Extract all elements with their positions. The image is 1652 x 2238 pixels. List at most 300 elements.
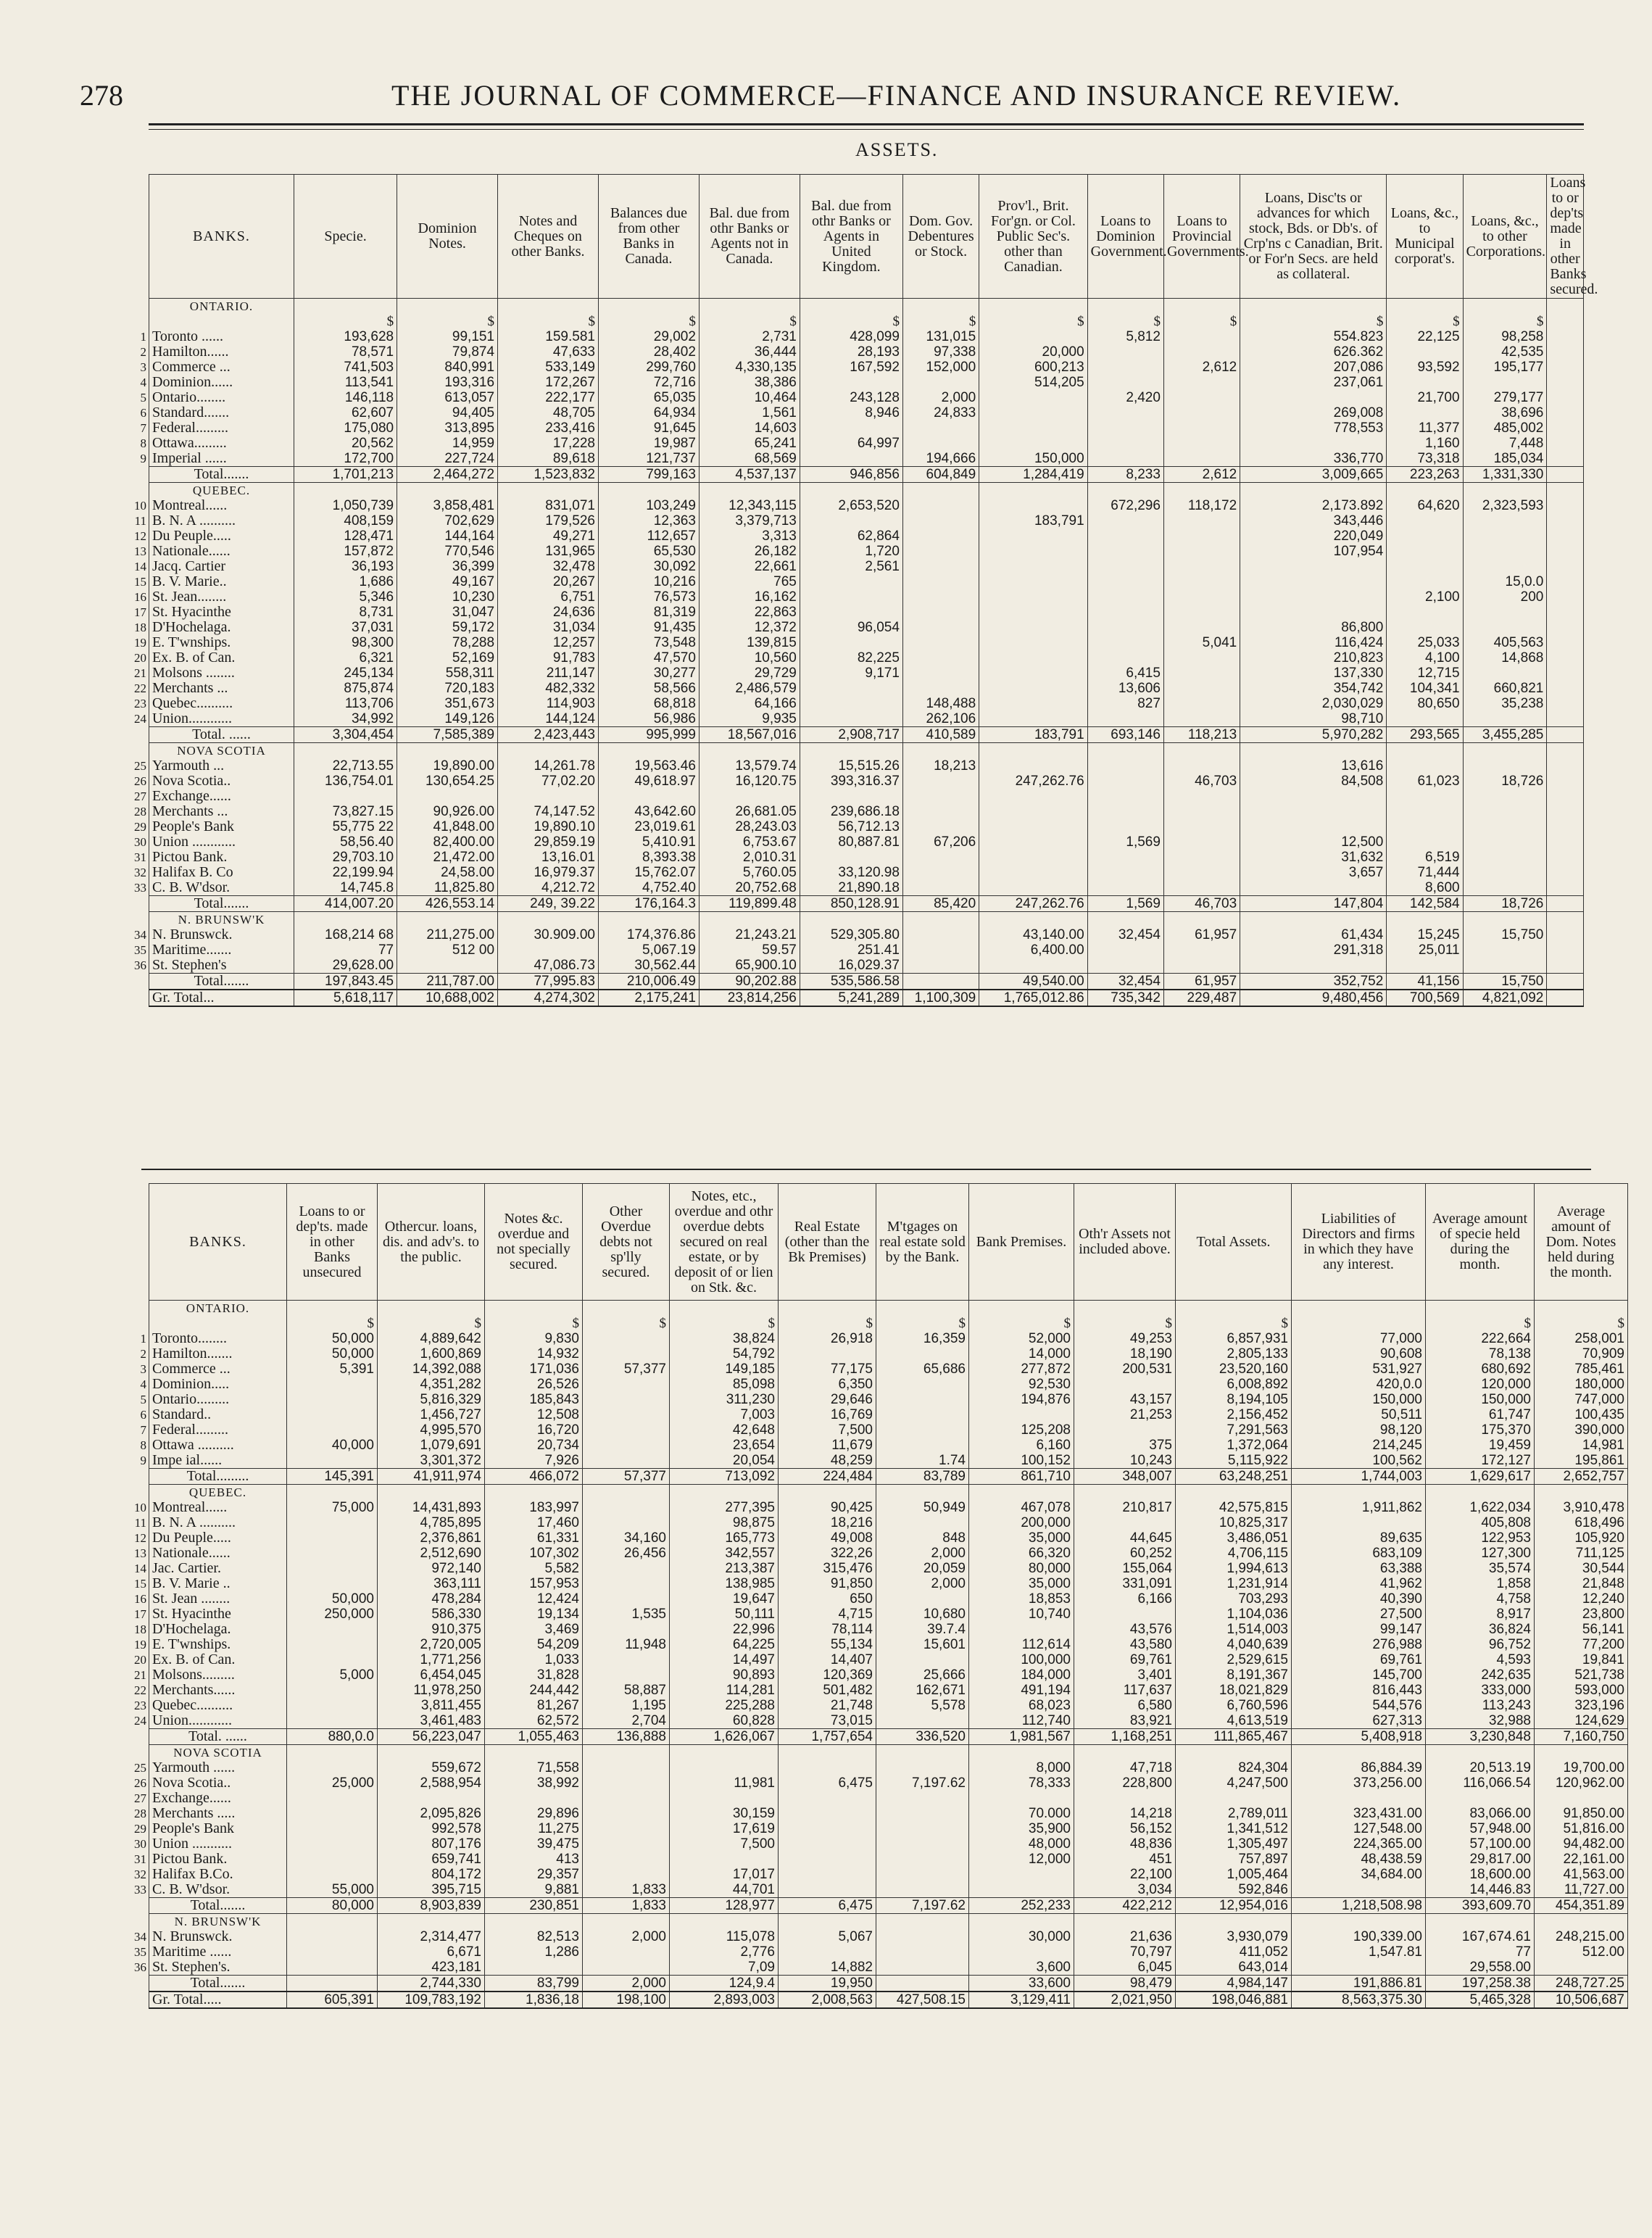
value-cell: 19,647 bbox=[670, 1591, 779, 1607]
value-cell bbox=[1087, 375, 1163, 390]
value-cell: 804,172 bbox=[378, 1867, 485, 1882]
value-cell bbox=[287, 1944, 378, 1960]
value-cell bbox=[287, 1407, 378, 1422]
value-cell: 73,318 bbox=[1387, 451, 1463, 467]
value-cell bbox=[1463, 819, 1547, 834]
value-cell: 7,09 bbox=[670, 1960, 779, 1976]
value-cell bbox=[287, 1976, 378, 1992]
value-cell: 56,986 bbox=[598, 711, 699, 727]
value-cell: 147,804 bbox=[1240, 896, 1387, 912]
value-cell bbox=[902, 666, 979, 681]
value-cell: 40,390 bbox=[1292, 1591, 1426, 1607]
row-number: 34 bbox=[134, 928, 146, 942]
column-header: BANKS. bbox=[149, 1184, 287, 1301]
page-header: THE JOURNAL OF COMMERCE—FINANCE AND INSURANCE REVIEW. bbox=[391, 79, 1402, 112]
row-number: 26 bbox=[134, 774, 146, 788]
row-number: 24 bbox=[134, 712, 146, 726]
value-cell bbox=[800, 513, 902, 529]
value-cell bbox=[1087, 299, 1163, 315]
value-cell: 4,715 bbox=[779, 1607, 876, 1622]
table-row bbox=[149, 314, 1584, 329]
value-cell: 683,109 bbox=[1292, 1546, 1426, 1561]
row-number: 14 bbox=[134, 560, 146, 573]
value-cell: 4,040,639 bbox=[1176, 1637, 1292, 1652]
bank-name-label: Imperial ...... bbox=[152, 450, 227, 466]
value-cell: 38,824 bbox=[670, 1331, 779, 1346]
value-cell: 4,593 bbox=[1426, 1652, 1535, 1667]
bank-name-label: Montreal...... bbox=[152, 497, 228, 513]
row-number: 30 bbox=[134, 835, 146, 849]
table-row bbox=[149, 758, 1584, 774]
value-cell: 35,238 bbox=[1463, 696, 1547, 711]
table-row bbox=[149, 620, 1584, 635]
value-cell: 7,926 bbox=[485, 1453, 583, 1469]
value-cell: 98,479 bbox=[1074, 1976, 1176, 1992]
value-cell: 4,330,135 bbox=[699, 360, 800, 375]
value-cell: 36,824 bbox=[1426, 1622, 1535, 1637]
value-cell: 31,034 bbox=[498, 620, 599, 635]
value-cell bbox=[1387, 529, 1463, 544]
table-row bbox=[149, 1377, 1628, 1392]
value-cell: 15,245 bbox=[1387, 927, 1463, 942]
value-cell: 20,267 bbox=[498, 574, 599, 589]
value-cell bbox=[583, 1346, 670, 1362]
value-cell bbox=[583, 1453, 670, 1469]
value-cell bbox=[1292, 1882, 1426, 1898]
value-cell: 81,267 bbox=[485, 1698, 583, 1713]
value-cell: 14,407 bbox=[779, 1652, 876, 1667]
bank-name-label: Ottawa .......... bbox=[152, 1437, 234, 1453]
value-cell: 224,484 bbox=[779, 1469, 876, 1485]
value-cell bbox=[1463, 789, 1547, 804]
value-cell: 544,576 bbox=[1292, 1698, 1426, 1713]
value-cell bbox=[1463, 958, 1547, 974]
bank-name bbox=[140, 1406, 287, 1422]
bank-name-label: E. T'wnships. bbox=[152, 634, 231, 650]
value-cell: 533,149 bbox=[498, 360, 599, 375]
value-cell: 251.41 bbox=[800, 942, 902, 958]
value-cell: 17,619 bbox=[670, 1821, 779, 1836]
value-cell: 454,351.89 bbox=[1535, 1898, 1628, 1914]
bank-name bbox=[134, 1545, 287, 1561]
table-row bbox=[149, 329, 1584, 344]
value-cell bbox=[902, 574, 979, 589]
value-cell: 165,773 bbox=[670, 1530, 779, 1546]
value-cell bbox=[800, 574, 902, 589]
value-cell bbox=[1547, 711, 1584, 727]
value-cell bbox=[1163, 696, 1240, 711]
value-cell: 1,079,691 bbox=[378, 1438, 485, 1453]
column-header: Real Estate (other than the Bk Premises) bbox=[779, 1184, 876, 1301]
value-cell: 96,054 bbox=[800, 620, 902, 635]
value-cell bbox=[1087, 804, 1163, 819]
value-cell bbox=[800, 375, 902, 390]
value-cell: 200,000 bbox=[969, 1515, 1074, 1530]
value-cell: 2,893,003 bbox=[670, 1992, 779, 2008]
bank-name bbox=[134, 573, 294, 589]
value-cell bbox=[902, 880, 979, 896]
value-cell: 6,454,045 bbox=[378, 1667, 485, 1683]
row-number: 30 bbox=[134, 1837, 146, 1851]
value-cell: 16,979.37 bbox=[498, 865, 599, 880]
value-cell: 50,000 bbox=[287, 1591, 378, 1607]
value-cell: 89,618 bbox=[498, 451, 599, 467]
value-cell: 98,120 bbox=[1292, 1422, 1426, 1438]
value-cell bbox=[670, 1745, 779, 1761]
bank-name-label: Union ............ bbox=[152, 834, 236, 850]
value-cell bbox=[1535, 1745, 1628, 1761]
value-cell: 54,209 bbox=[485, 1637, 583, 1652]
value-cell: 82,400.00 bbox=[397, 834, 498, 850]
value-cell: 6,321 bbox=[294, 650, 397, 666]
value-cell: 92,530 bbox=[969, 1377, 1074, 1392]
bank-name bbox=[134, 604, 294, 620]
value-cell bbox=[876, 1422, 969, 1438]
value-cell: 24,636 bbox=[498, 605, 599, 620]
column-header: Loans, Disc'ts or advances for which stock, Bds. or Db's. of Crp'ns c Canadian, Brit. or For'n Secs. are held as collateral. bbox=[1240, 175, 1387, 299]
value-cell bbox=[287, 1392, 378, 1407]
value-cell: 6,160 bbox=[969, 1438, 1074, 1453]
value-cell: 30,562.44 bbox=[598, 958, 699, 974]
value-cell: 179,526 bbox=[498, 513, 599, 529]
value-cell bbox=[902, 804, 979, 819]
value-cell: 5,812 bbox=[1087, 329, 1163, 344]
value-cell bbox=[498, 299, 599, 315]
value-cell bbox=[876, 1806, 969, 1821]
value-cell: $ bbox=[397, 314, 498, 329]
value-cell bbox=[1387, 513, 1463, 529]
value-cell: 1,626,067 bbox=[670, 1729, 779, 1745]
value-cell bbox=[1087, 559, 1163, 574]
value-cell bbox=[876, 1301, 969, 1317]
value-cell bbox=[800, 850, 902, 865]
value-cell: 5,816,329 bbox=[378, 1392, 485, 1407]
value-cell bbox=[699, 483, 800, 499]
bank-name-label: Molsons......... bbox=[152, 1667, 235, 1683]
value-cell bbox=[1087, 405, 1163, 420]
value-cell: 1,622,034 bbox=[1426, 1500, 1535, 1515]
value-cell: 34,684.00 bbox=[1292, 1867, 1426, 1882]
value-cell: 26,526 bbox=[485, 1377, 583, 1392]
value-cell bbox=[287, 1652, 378, 1667]
value-cell: 78,288 bbox=[397, 635, 498, 650]
bank-name bbox=[149, 1469, 287, 1485]
bank-name-label: Ex. B. of Can. bbox=[152, 1651, 236, 1667]
row-number: 11 bbox=[134, 514, 146, 528]
value-cell: 39.7.4 bbox=[876, 1622, 969, 1637]
value-cell: 34,160 bbox=[583, 1530, 670, 1546]
bank-name bbox=[149, 1316, 287, 1331]
value-cell: 20,000 bbox=[979, 344, 1087, 360]
value-cell: 18,567,016 bbox=[699, 727, 800, 743]
row-number: 9 bbox=[140, 1454, 146, 1467]
value-cell: 2,000 bbox=[902, 390, 979, 405]
value-cell: 28,193 bbox=[800, 344, 902, 360]
bank-name bbox=[134, 1820, 287, 1836]
value-cell: 26,681.05 bbox=[699, 804, 800, 819]
value-cell bbox=[1547, 620, 1584, 635]
row-number: 13 bbox=[134, 1546, 146, 1560]
bank-name-label: Total......... bbox=[186, 1468, 249, 1484]
row-number: 18 bbox=[134, 621, 146, 634]
value-cell: 6,857,931 bbox=[1176, 1331, 1292, 1346]
table-row bbox=[149, 958, 1584, 974]
value-cell bbox=[979, 544, 1087, 559]
bank-name bbox=[134, 758, 294, 774]
value-cell bbox=[902, 743, 979, 759]
value-cell bbox=[800, 696, 902, 711]
value-cell: 19,700.00 bbox=[1535, 1760, 1628, 1775]
value-cell: 1,833 bbox=[583, 1882, 670, 1898]
value-cell bbox=[902, 865, 979, 880]
value-cell bbox=[979, 390, 1087, 405]
value-cell: 144,124 bbox=[498, 711, 599, 727]
value-cell: 47,718 bbox=[1074, 1760, 1176, 1775]
value-cell bbox=[287, 1422, 378, 1438]
province-row bbox=[149, 299, 1584, 315]
value-cell bbox=[287, 1515, 378, 1530]
row-number: 34 bbox=[134, 1930, 146, 1944]
bank-name bbox=[149, 483, 294, 499]
value-cell bbox=[876, 1515, 969, 1530]
value-cell bbox=[1387, 789, 1463, 804]
value-cell: 69,761 bbox=[1292, 1652, 1426, 1667]
value-cell: 244,442 bbox=[485, 1683, 583, 1698]
value-cell: 2,000 bbox=[583, 1929, 670, 1944]
bank-name bbox=[140, 1452, 287, 1469]
bank-name-label: St. Stephen's. bbox=[152, 1959, 231, 1975]
value-cell: 183,997 bbox=[485, 1500, 583, 1515]
value-cell: 146,118 bbox=[294, 390, 397, 405]
assets-table-2 bbox=[134, 1183, 1628, 2009]
value-cell: 175,370 bbox=[1426, 1422, 1535, 1438]
value-cell: 91,850 bbox=[779, 1576, 876, 1591]
value-cell: 559,672 bbox=[378, 1760, 485, 1775]
value-cell: 41,563.00 bbox=[1535, 1867, 1628, 1882]
bank-name bbox=[149, 743, 294, 759]
value-cell: 49,253 bbox=[1074, 1331, 1176, 1346]
value-cell: 114,281 bbox=[670, 1683, 779, 1698]
total-row bbox=[149, 1898, 1628, 1914]
value-cell: 880,0.0 bbox=[287, 1729, 378, 1745]
value-cell bbox=[1463, 544, 1547, 559]
value-cell bbox=[1547, 865, 1584, 880]
value-cell: 120,962.00 bbox=[1535, 1775, 1628, 1791]
value-cell: 2,789,011 bbox=[1176, 1806, 1292, 1821]
row-number: 1 bbox=[140, 330, 146, 344]
value-cell: 3,313 bbox=[699, 529, 800, 544]
bank-name-label: Total. ...... bbox=[188, 1728, 247, 1744]
value-cell: 211,275.00 bbox=[397, 927, 498, 942]
bank-name-label: Total....... bbox=[190, 1975, 246, 1991]
value-cell: 2,529,615 bbox=[1176, 1652, 1292, 1667]
value-cell bbox=[1074, 1422, 1176, 1438]
value-cell: 2,464,272 bbox=[397, 467, 498, 483]
value-cell bbox=[902, 958, 979, 974]
value-cell bbox=[1240, 589, 1387, 605]
value-cell bbox=[1547, 405, 1584, 420]
value-cell: 5,970,282 bbox=[1240, 727, 1387, 743]
value-cell bbox=[979, 711, 1087, 727]
value-cell bbox=[902, 605, 979, 620]
bank-name-label: Nova Scotia.. bbox=[152, 773, 231, 789]
value-cell bbox=[583, 1591, 670, 1607]
value-cell: 118,213 bbox=[1163, 727, 1240, 743]
bank-name-label: QUEBEC. bbox=[188, 1485, 247, 1499]
value-cell: 3,461,483 bbox=[378, 1713, 485, 1729]
value-cell bbox=[902, 375, 979, 390]
bank-name-label: Nova Scotia.. bbox=[152, 1775, 231, 1791]
value-cell: 15,515.26 bbox=[800, 758, 902, 774]
table-row bbox=[149, 942, 1584, 958]
value-cell bbox=[1176, 1914, 1292, 1930]
value-cell: 157,872 bbox=[294, 544, 397, 559]
value-cell: 103,249 bbox=[598, 498, 699, 513]
value-cell bbox=[287, 1485, 378, 1501]
value-cell: 3,401 bbox=[1074, 1667, 1176, 1683]
value-cell bbox=[979, 666, 1087, 681]
bank-name-label: Federal......... bbox=[152, 1422, 228, 1438]
value-cell: 20,752.68 bbox=[699, 880, 800, 896]
value-cell bbox=[902, 483, 979, 499]
value-cell: 194,876 bbox=[969, 1392, 1074, 1407]
bank-name bbox=[134, 543, 294, 559]
value-cell: 600,213 bbox=[979, 360, 1087, 375]
value-cell: 139,815 bbox=[699, 635, 800, 650]
value-cell bbox=[969, 1867, 1074, 1882]
value-cell: 29,558.00 bbox=[1426, 1960, 1535, 1976]
value-cell bbox=[287, 1867, 378, 1882]
bank-name bbox=[140, 420, 294, 436]
value-cell bbox=[287, 1806, 378, 1821]
value-cell bbox=[779, 1485, 876, 1501]
value-cell bbox=[876, 1852, 969, 1867]
value-cell: 29,002 bbox=[598, 329, 699, 344]
value-cell bbox=[902, 589, 979, 605]
value-cell: 15,0.0 bbox=[1463, 574, 1547, 589]
value-cell bbox=[583, 1407, 670, 1422]
value-cell: 29,357 bbox=[485, 1867, 583, 1882]
value-cell: 57,377 bbox=[583, 1469, 670, 1485]
value-cell: 2,423,443 bbox=[498, 727, 599, 743]
bank-name-label: Nationale...... bbox=[152, 1545, 231, 1561]
value-cell: 3,600 bbox=[969, 1960, 1074, 1976]
value-cell bbox=[1163, 758, 1240, 774]
value-cell bbox=[779, 1346, 876, 1362]
value-cell bbox=[287, 1791, 378, 1806]
bank-name-label: N. Brunswck. bbox=[152, 927, 233, 942]
value-cell bbox=[498, 743, 599, 759]
value-cell: 16,720 bbox=[485, 1422, 583, 1438]
value-cell bbox=[1176, 1301, 1292, 1317]
value-cell: 116,066.54 bbox=[1426, 1775, 1535, 1791]
value-cell bbox=[1240, 958, 1387, 974]
bank-name-label: Jac. Cartier. bbox=[152, 1560, 221, 1576]
column-header: Loans, &c., to Municipal corporat's. bbox=[1387, 175, 1463, 299]
value-cell: 36,193 bbox=[294, 559, 397, 574]
value-cell: 410,589 bbox=[902, 727, 979, 743]
value-cell: 331,091 bbox=[1074, 1576, 1176, 1591]
bank-name-label: Exchange...... bbox=[152, 1790, 231, 1806]
bank-name-label: D'Hochelaga. bbox=[152, 1621, 231, 1637]
value-cell: 48,000 bbox=[969, 1836, 1074, 1852]
value-cell: 185,034 bbox=[1463, 451, 1547, 467]
bank-name bbox=[134, 558, 294, 574]
value-cell: 46,703 bbox=[1163, 896, 1240, 912]
value-cell: 36,399 bbox=[397, 559, 498, 574]
value-cell: 78,114 bbox=[779, 1622, 876, 1637]
bank-name-label: QUEBEC. bbox=[192, 484, 251, 497]
table-row bbox=[149, 650, 1584, 666]
value-cell: 64,620 bbox=[1387, 498, 1463, 513]
bank-name bbox=[140, 1422, 287, 1438]
value-cell bbox=[583, 1960, 670, 1976]
value-cell: 63,248,251 bbox=[1176, 1469, 1292, 1485]
value-cell: 23,654 bbox=[670, 1438, 779, 1453]
row-number: 7 bbox=[140, 421, 146, 435]
value-cell: 25,000 bbox=[287, 1775, 378, 1791]
value-cell bbox=[1163, 544, 1240, 559]
value-cell: 61,434 bbox=[1240, 927, 1387, 942]
value-cell: 8,903,839 bbox=[378, 1898, 485, 1914]
value-cell: 32,454 bbox=[1087, 927, 1163, 942]
value-cell: 2,612 bbox=[1163, 360, 1240, 375]
value-cell bbox=[876, 1821, 969, 1836]
value-cell bbox=[1240, 436, 1387, 451]
value-cell: 52,169 bbox=[397, 650, 498, 666]
value-cell: 291,318 bbox=[1240, 942, 1387, 958]
value-cell: 10,560 bbox=[699, 650, 800, 666]
value-cell: 142,584 bbox=[1387, 896, 1463, 912]
value-cell bbox=[1087, 711, 1163, 727]
value-cell: 15,762.07 bbox=[598, 865, 699, 880]
value-cell: 38,696 bbox=[1463, 405, 1547, 420]
bank-name bbox=[140, 389, 294, 405]
value-cell: 27,500 bbox=[1292, 1607, 1426, 1622]
value-cell: 41,156 bbox=[1387, 974, 1463, 990]
row-number: 5 bbox=[140, 1393, 146, 1406]
bank-name-label: Du Peuple..... bbox=[152, 528, 231, 544]
bank-name-label: People's Bank bbox=[152, 1820, 235, 1836]
value-cell: 23,520,160 bbox=[1176, 1362, 1292, 1377]
value-cell bbox=[969, 1944, 1074, 1960]
value-cell: 214,245 bbox=[1292, 1438, 1426, 1453]
value-cell: 48,438.59 bbox=[1292, 1852, 1426, 1867]
value-cell bbox=[979, 436, 1087, 451]
value-cell: 18,600.00 bbox=[1426, 1867, 1535, 1882]
value-cell: 91,850.00 bbox=[1535, 1806, 1628, 1821]
value-cell: 12,715 bbox=[1387, 666, 1463, 681]
value-cell: 1,744,003 bbox=[1292, 1469, 1426, 1485]
value-cell: 22,863 bbox=[699, 605, 800, 620]
value-cell: 122,953 bbox=[1426, 1530, 1535, 1546]
value-cell: 172,700 bbox=[294, 451, 397, 467]
value-cell: 73,827.15 bbox=[294, 804, 397, 819]
value-cell bbox=[378, 1914, 485, 1930]
value-cell bbox=[1074, 1485, 1176, 1501]
row-number: 6 bbox=[140, 1408, 146, 1422]
value-cell bbox=[397, 483, 498, 499]
table-row bbox=[149, 1515, 1628, 1530]
value-cell: 130,654.25 bbox=[397, 774, 498, 789]
value-cell: 1,005,464 bbox=[1176, 1867, 1292, 1882]
value-cell bbox=[1087, 605, 1163, 620]
value-cell: 10,825,317 bbox=[1176, 1515, 1292, 1530]
value-cell: 113,541 bbox=[294, 375, 397, 390]
bank-name-label: B. N. A .......... bbox=[152, 1514, 236, 1530]
value-cell: 747,000 bbox=[1535, 1392, 1628, 1407]
bank-name-label: Ottawa......... bbox=[152, 435, 227, 451]
